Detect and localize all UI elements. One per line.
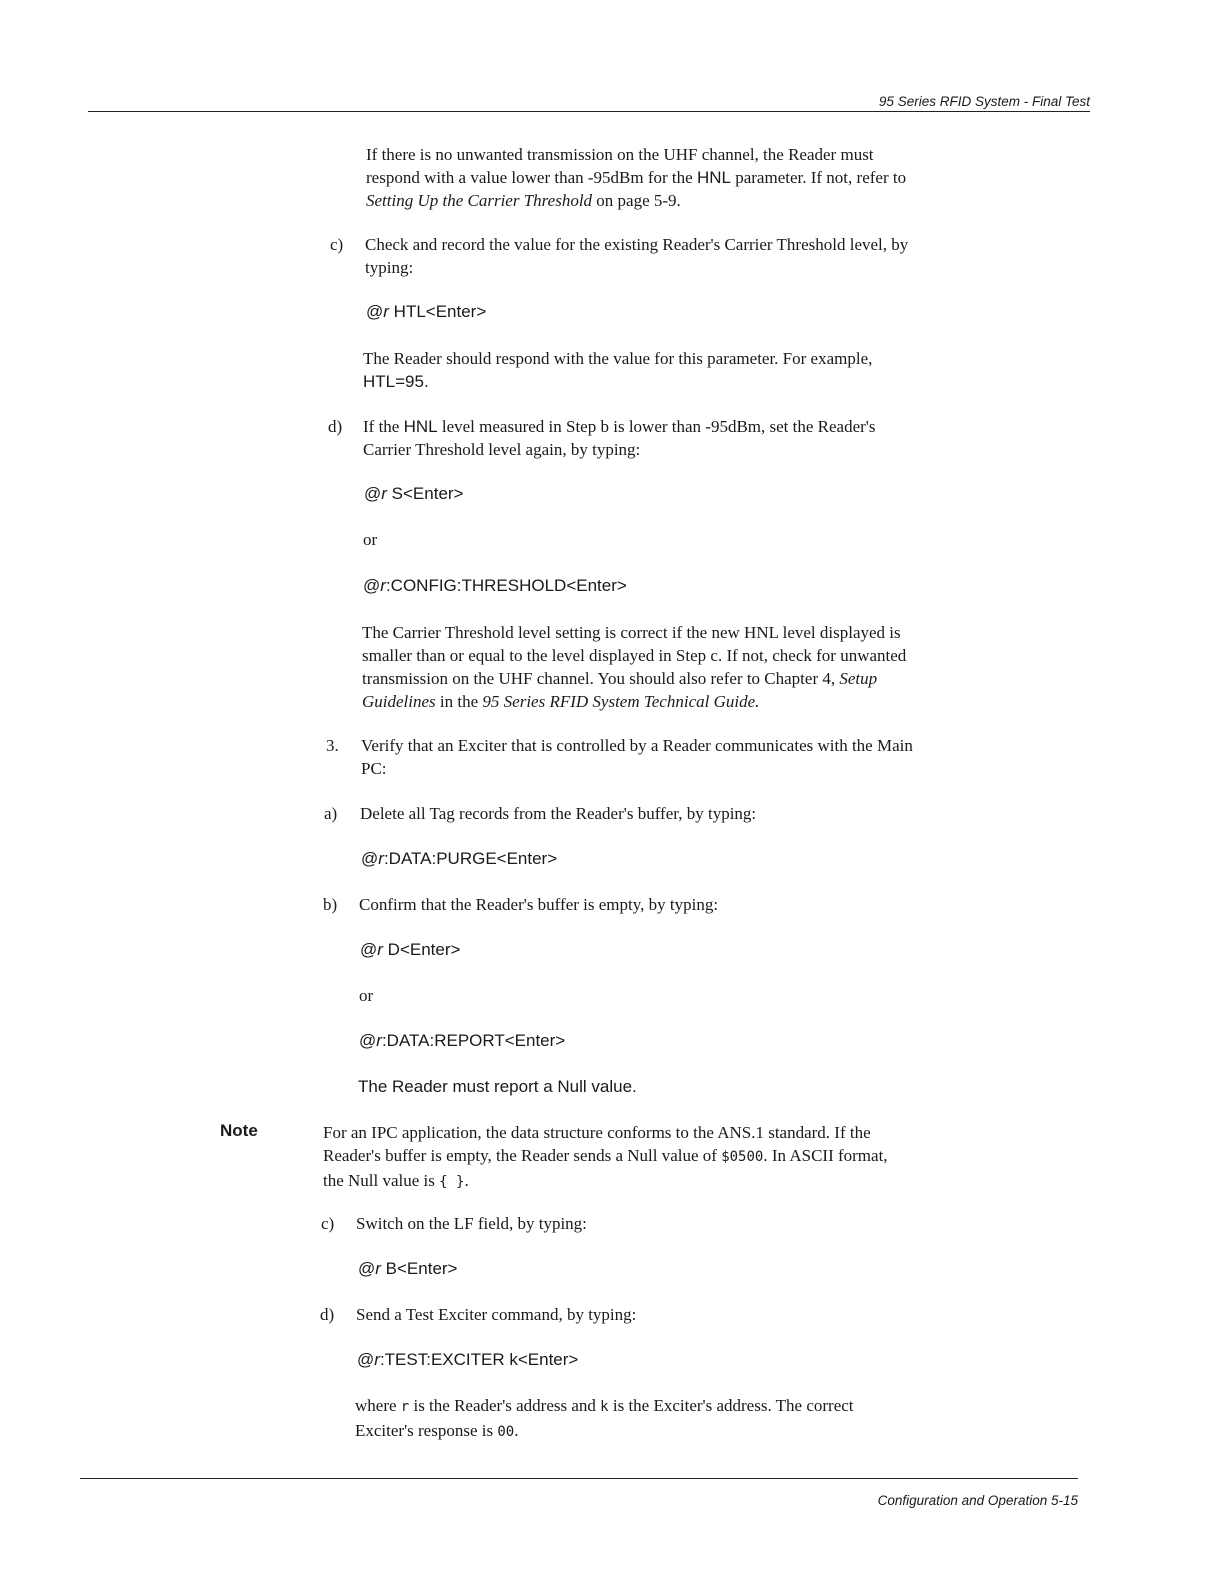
or-text-1: or xyxy=(363,530,378,549)
intro-line-1: If there is no unwanted transmission on the UHF channel, the Reader must xyxy=(366,145,874,164)
null-value-response: The Reader must report a Null value. xyxy=(358,1077,637,1096)
step-d-label: d) xyxy=(328,417,343,436)
running-header: 95 Series RFID System - Final Test xyxy=(878,94,1090,109)
step-3-label: 3. xyxy=(326,736,339,755)
command-s: @r S<Enter> xyxy=(364,484,464,503)
or-text-2: or xyxy=(359,986,374,1005)
step-3d-paragraph: where r is the Reader's address and k is the Exciter's address. The correct Exciter's response is 00. xyxy=(355,1396,854,1440)
header-rule xyxy=(88,111,1090,112)
step-3c-text: Switch on the LF field, by typing: xyxy=(356,1214,587,1233)
step-3a-label: a) xyxy=(324,804,338,823)
command-data-purge: @r:DATA:PURGE<Enter> xyxy=(361,849,558,868)
step-3b-label: b) xyxy=(323,895,338,914)
command-b: @r B<Enter> xyxy=(358,1259,458,1278)
step-c-response: The Reader should respond with the value for this parameter. For example, HTL=95. xyxy=(363,349,873,391)
command-test-exciter: @r:TEST:EXCITER k<Enter> xyxy=(357,1350,579,1369)
step-d-paragraph: The Carrier Threshold level setting is correct if the new HNL level displayed is smaller than or equal to the level displayed in Step c. If not, check for unwanted transmission on the UHF channel. You should also refer to Chapter 4, Setup Guidelines in the 95 Series RFID System Technical Guide. xyxy=(362,623,907,711)
cross-reference: Setting Up the Carrier Threshold xyxy=(366,191,593,210)
step-3d-label: d) xyxy=(320,1305,335,1324)
step-d-text: If the HNL level measured in Step b is lower than -95dBm, set the Reader's Carrier Threshold level again, by typing: xyxy=(363,417,876,459)
note-label: Note xyxy=(220,1121,258,1140)
command-htl: @r HTL<Enter> xyxy=(366,302,487,321)
intro-line-2: respond with a value lower than -95dBm for the HNL parameter. If not, refer to xyxy=(366,168,907,187)
footer-rule xyxy=(80,1478,1078,1479)
intro-paragraph xyxy=(366,143,1086,212)
running-footer: Configuration and Operation 5-15 xyxy=(877,1493,1078,1508)
step-3b-text: Confirm that the Reader's buffer is empty, by typing: xyxy=(359,895,719,914)
command-d: @r D<Enter> xyxy=(360,940,461,959)
step-3a-text: Delete all Tag records from the Reader's buffer, by typing: xyxy=(360,804,757,823)
command-config-threshold: @r:CONFIG:THRESHOLD<Enter> xyxy=(363,576,627,595)
step-3d-text: Send a Test Exciter command, by typing: xyxy=(356,1305,637,1324)
step-c-text: Check and record the value for the existing Reader's Carrier Threshold level, by typing: xyxy=(365,235,909,277)
step-3-text: Verify that an Exciter that is controlled by a Reader communicates with the Main PC: xyxy=(361,736,913,778)
step-c-label: c) xyxy=(330,235,344,254)
note-text: For an IPC application, the data structure conforms to the ANS.1 standard. If the Reader's buffer is empty, the Reader sends a Null value of $0500. In ASCII format, the Null value is { }. xyxy=(323,1123,888,1190)
intro-line-3: Setting Up the Carrier Threshold on page 5-9. xyxy=(366,191,681,210)
command-data-report: @r:DATA:REPORT<Enter> xyxy=(359,1031,566,1050)
step-3c-label: c) xyxy=(321,1214,335,1233)
